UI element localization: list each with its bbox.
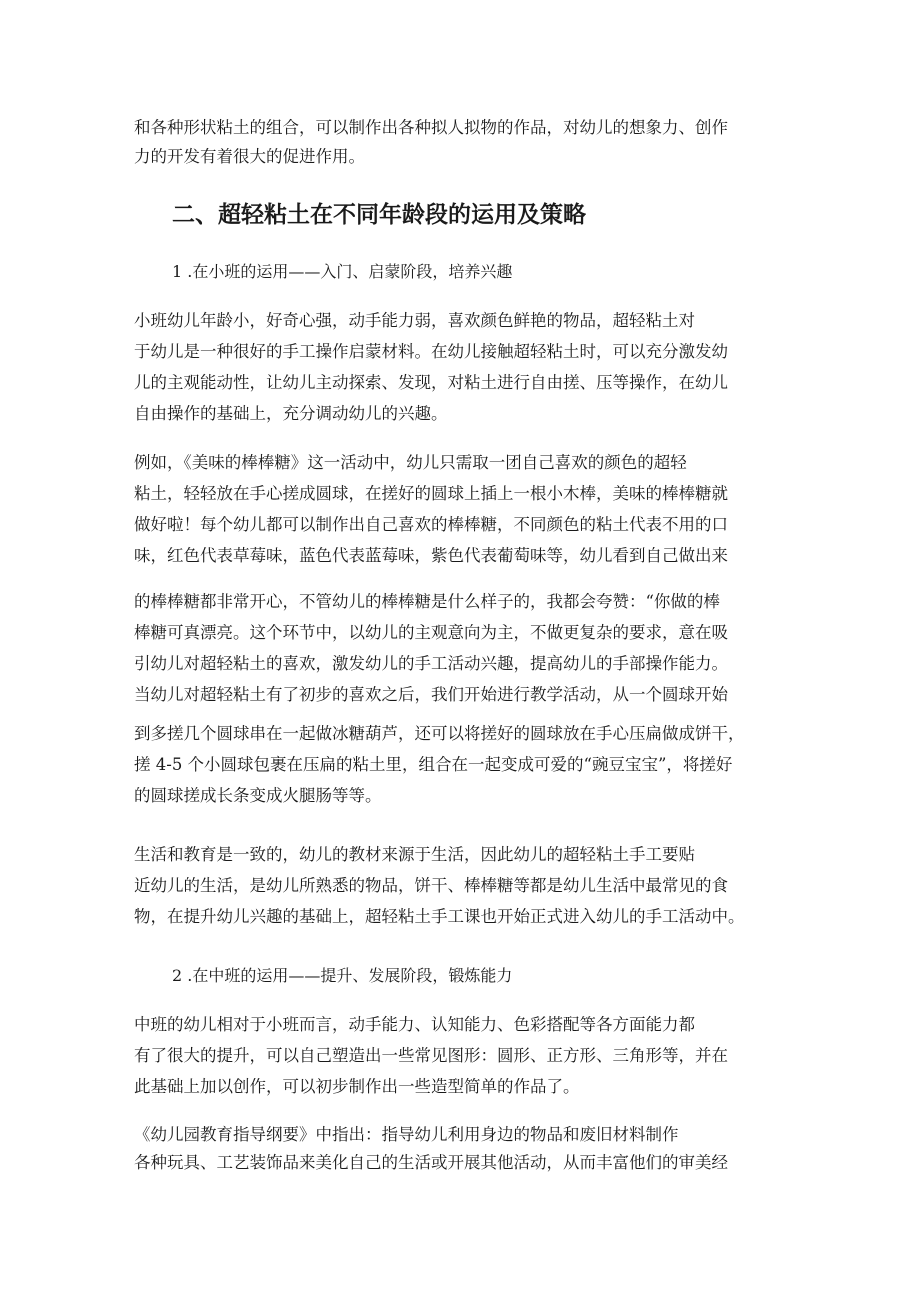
paragraph-2-line-9: 到多搓几个圆球串在一起做冰糖葫芦，还可以将搓好的圆球放在手心压扁做成饼干， <box>134 724 745 743</box>
paragraph-3-line-2: 近幼儿的生活，是幼儿所熟悉的物品，饼干、棒棒糖等都是幼儿生活中最常见的食 <box>134 876 728 895</box>
paragraph-2-line-5: 的棒棒糖都非常开心，不管幼儿的棒棒糖是什么样子的，我都会夸赞：“你做的棒 <box>134 592 720 611</box>
paragraph-2-line-7: 引幼儿对超轻粘土的喜欢，激发幼儿的手工活动兴趣，提高幼儿的手部操作能力。 <box>134 654 728 673</box>
paragraph-1-line-1: 小班幼儿年龄小，好奇心强，动手能力弱，喜欢颜色鲜艳的物品，超轻粘土对 <box>134 311 695 330</box>
paragraph-2-line-3: 做好啦！每个幼儿都可以制作出自己喜欢的棒棒糖，不同颜色的粘土代表不用的口 <box>134 515 728 534</box>
paragraph-2-line-4: 味，红色代表草莓味，蓝色代表蓝莓味，紫色代表葡萄味等，幼儿看到自己做出来 <box>134 546 728 565</box>
paragraph-5-line-2: 各种玩具、工艺装饰品来美化自己的生活或开展其他活动，从而丰富他们的审美经 <box>134 1153 728 1172</box>
section-heading: 二、超轻粘土在不同年龄段的运用及策略 <box>172 202 586 228</box>
paragraph-4-line-1: 中班的幼儿相对于小班而言，动手能力、认知能力、色彩搭配等各方面能力都 <box>134 1015 695 1034</box>
paragraph-1-line-4: 自由操作的基础上，充分调动幼儿的兴趣。 <box>134 404 448 423</box>
paragraph-5-line-1: 《幼儿园教育指导纲要》中指出：指导幼儿利用身边的物品和废旧材料制作 <box>134 1125 679 1144</box>
paragraph-3-line-3: 物，在提升幼儿兴趣的基础上，超轻粘土手工课也开始正式进入幼儿的手工活动中。 <box>134 907 745 926</box>
paragraph-2-line-2: 粘土，轻轻放在手心搓成圆球，在搓好的圆球上插上一根小木棒，美味的棒棒糖就 <box>134 484 728 503</box>
paragraph-2-line-10: 搓 4-5 个小圆球包裹在压扁的粘土里，组合在一起变成可爱的“豌豆宝宝”，将搓好 <box>134 755 733 774</box>
paragraph-2-line-6: 棒糖可真漂亮。这个环节中，以幼儿的主观意向为主，不做更复杂的要求，意在吸 <box>134 623 728 642</box>
intro-line-2: 力的开发有着很大的促进作用。 <box>134 147 365 166</box>
subheading-2: 2 .在中班的运用——提升、发展阶段，锻炼能力 <box>172 966 513 985</box>
intro-line-1: 和各种形状粘土的组合，可以制作出各种拟人拟物的作品，对幼儿的想象力、创作 <box>134 118 728 137</box>
paragraph-1-line-3: 儿的主观能动性，让幼儿主动探索、发现，对粘土进行自由搓、压等操作，在幼儿 <box>134 373 728 392</box>
paragraph-4-line-2: 有了很大的提升，可以自己塑造出一些常见图形：圆形、正方形、三角形等，并在 <box>134 1046 728 1065</box>
paragraph-4-line-3: 此基础上加以创作，可以初步制作出一些造型简单的作品了。 <box>134 1077 580 1096</box>
subheading-1: 1 .在小班的运用——入门、启蒙阶段，培养兴趣 <box>172 262 513 281</box>
paragraph-2-line-1: 例如，《美味的棒棒糖》这一活动中，幼儿只需取一团自己喜欢的颜色的超轻 <box>134 453 687 472</box>
paragraph-1-line-2: 于幼儿是一种很好的手工操作启蒙材料。在幼儿接触超轻粘土时，可以充分激发幼 <box>134 342 728 361</box>
paragraph-3-line-1: 生活和教育是一致的，幼儿的教材来源于生活，因此幼儿的超轻粘土手工要贴 <box>134 845 695 864</box>
paragraph-2-line-8: 当幼儿对超轻粘土有了初步的喜欢之后，我们开始进行教学活动，从一个圆球开始 <box>134 685 728 704</box>
paragraph-2-line-11: 的圆球搓成长条变成火腿肠等等。 <box>134 786 382 805</box>
